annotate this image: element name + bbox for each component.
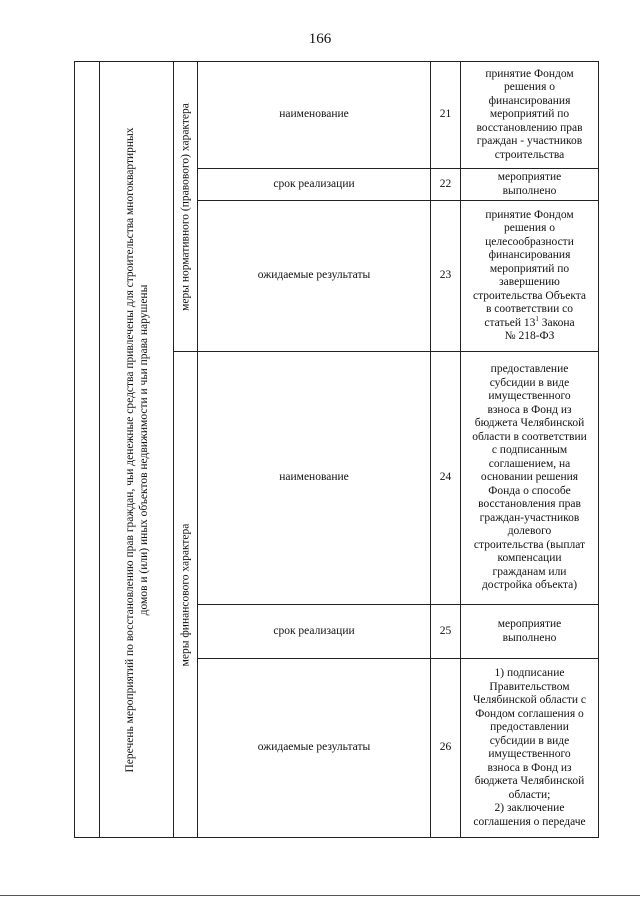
row-number: 22 — [431, 169, 461, 201]
row-value: принятие Фондом решения о целесообразности финансирования мероприятий по завершению строительства Объекта в соответствии со статьей $13^1$ Закона № 218-ФЗ — [461, 201, 599, 352]
measures-table — [74, 61, 599, 837]
row-number: 21 — [431, 62, 461, 169]
row-value: мероприятие выполнено — [461, 169, 599, 201]
group-label-normative: меры нормативного (правового) характера — [174, 62, 198, 352]
row-value: 1) подписание Правительством Челябинской области с Фондом соглашения о предоставлении субсидии в виде имущественного взноса в Фонд из бюджета Челябинской области; 2) заключение соглашения о передаче — [461, 659, 599, 838]
measures-list-title — [100, 62, 174, 838]
footer-divider — [0, 895, 640, 896]
row-number: 25 — [431, 605, 461, 659]
row-value: принятие Фондом решения о финансирования мероприятий по восстановлению прав граждан - участников строительства — [461, 62, 599, 169]
row-number: 26 — [431, 659, 461, 838]
row-name: ожидаемые результаты — [198, 201, 431, 352]
page-number: 166 — [308, 31, 332, 47]
group-label-financial: меры финансового характера — [174, 352, 198, 838]
left-blank-column — [75, 62, 100, 838]
row-name: срок реализации — [198, 605, 431, 659]
row-name: ожидаемые результаты — [198, 659, 431, 838]
row-name: наименование — [198, 352, 431, 605]
title-line-2: домов и (или) иных объектов недвижимости и чьи права нарушены — [137, 284, 150, 615]
row-value: предоставление субсидии в виде имущественного взноса в Фонд из бюджета Челябинской области в соответствии с подписанным соглашением, на основании решения Фонда о способе восстановления прав граждан-участников долевого строительства (выплат компенсации гражданам или достройка объекта) — [461, 352, 599, 605]
row-name: срок реализации — [198, 169, 431, 201]
row-number: 23 — [431, 201, 461, 352]
row-number: 24 — [431, 352, 461, 605]
title-line-1: Перечень мероприятий по восстановлению прав граждан, чьи денежные средства привлечены для строительства многоквартирных — [123, 126, 136, 773]
row-name: наименование — [198, 62, 431, 169]
footnote-superscript: 1 — [535, 314, 539, 323]
row-value: мероприятие выполнено — [461, 605, 599, 659]
